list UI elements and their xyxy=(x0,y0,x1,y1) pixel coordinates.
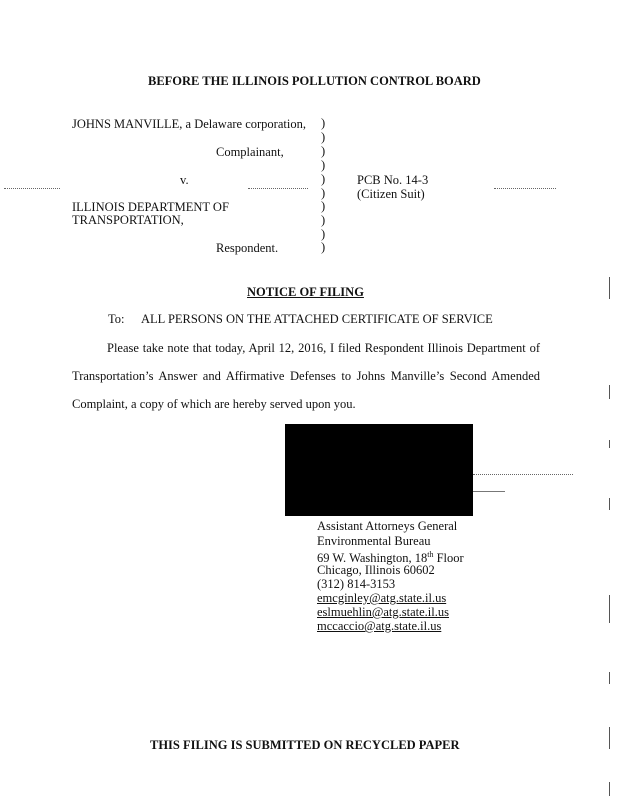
signature-city: Chicago, Illinois 60602 xyxy=(317,563,435,577)
signature-line-artifact xyxy=(473,474,573,475)
edge-mark-8 xyxy=(609,782,610,796)
board-title: BEFORE THE ILLINOIS POLLUTION CONTROL BOARD xyxy=(148,74,481,88)
paren-5: ) xyxy=(321,172,326,186)
signature-bureau: Environmental Bureau xyxy=(317,534,431,548)
paren-6: ) xyxy=(321,186,326,200)
edge-mark-7 xyxy=(609,727,610,749)
paren-9: ) xyxy=(321,227,326,241)
recycled-paper-note: THIS FILING IS SUBMITTED ON RECYCLED PAPER xyxy=(150,738,460,752)
signature-title: Assistant Attorneys General xyxy=(317,519,458,533)
edge-mark-2 xyxy=(609,385,610,399)
edge-mark-6 xyxy=(609,672,610,684)
respondent-name-line2: TRANSPORTATION, xyxy=(72,213,184,227)
respondent-name-line1: ILLINOIS DEPARTMENT OF xyxy=(72,200,229,214)
paren-4: ) xyxy=(321,158,326,172)
street-prefix: 69 W. Washington, 18 xyxy=(317,551,428,566)
paren-8: ) xyxy=(321,213,326,227)
edge-mark-4 xyxy=(609,498,610,510)
email-link-2[interactable]: eslmuehlin@atg.state.il.us xyxy=(317,605,449,619)
to-value: ALL PERSONS ON THE ATTACHED CERTIFICATE OF SERVICE xyxy=(141,312,493,326)
case-type: (Citizen Suit) xyxy=(357,187,425,201)
body-line-1: Please take note that today, April 12, 2016, I filed Respondent Illinois Department of xyxy=(107,341,540,355)
respondent-role: Respondent. xyxy=(216,241,279,255)
to-label: To: xyxy=(108,312,125,326)
body-line-3: Complaint, a copy of which are hereby served upon you. xyxy=(72,397,356,411)
signature-phone: (312) 814-3153 xyxy=(317,577,396,591)
email-link-1[interactable]: emcginley@atg.state.il.us xyxy=(317,591,447,605)
paren-2: ) xyxy=(321,130,326,144)
complainant-role: Complainant, xyxy=(216,145,284,159)
scan-artifact-mid xyxy=(248,188,308,189)
complainant-name: JOHNS MANVILLE, a Delaware corporation, xyxy=(72,117,306,131)
edge-mark-1 xyxy=(609,277,610,299)
notice-heading: NOTICE OF FILING xyxy=(247,285,364,299)
body-line-2: Transportation’s Answer and Affirmative Defenses to Johns Manville’s Second Amended xyxy=(72,369,540,383)
street-sup: th xyxy=(427,550,434,559)
signature-line xyxy=(473,491,505,492)
paren-1: ) xyxy=(321,116,326,130)
redacted-signature xyxy=(285,424,473,516)
edge-mark-3 xyxy=(609,440,610,448)
paren-3: ) xyxy=(321,144,326,158)
case-number: PCB No. 14-3 xyxy=(357,173,429,187)
email-link-3[interactable]: mccaccio@atg.state.il.us xyxy=(317,619,442,633)
edge-mark-5 xyxy=(609,595,610,623)
versus: v. xyxy=(180,173,189,187)
scan-artifact-left xyxy=(4,188,60,189)
scan-artifact-right xyxy=(494,188,556,189)
street-suffix: Floor xyxy=(433,551,464,566)
paren-10: ) xyxy=(321,240,326,254)
paren-7: ) xyxy=(321,199,326,213)
